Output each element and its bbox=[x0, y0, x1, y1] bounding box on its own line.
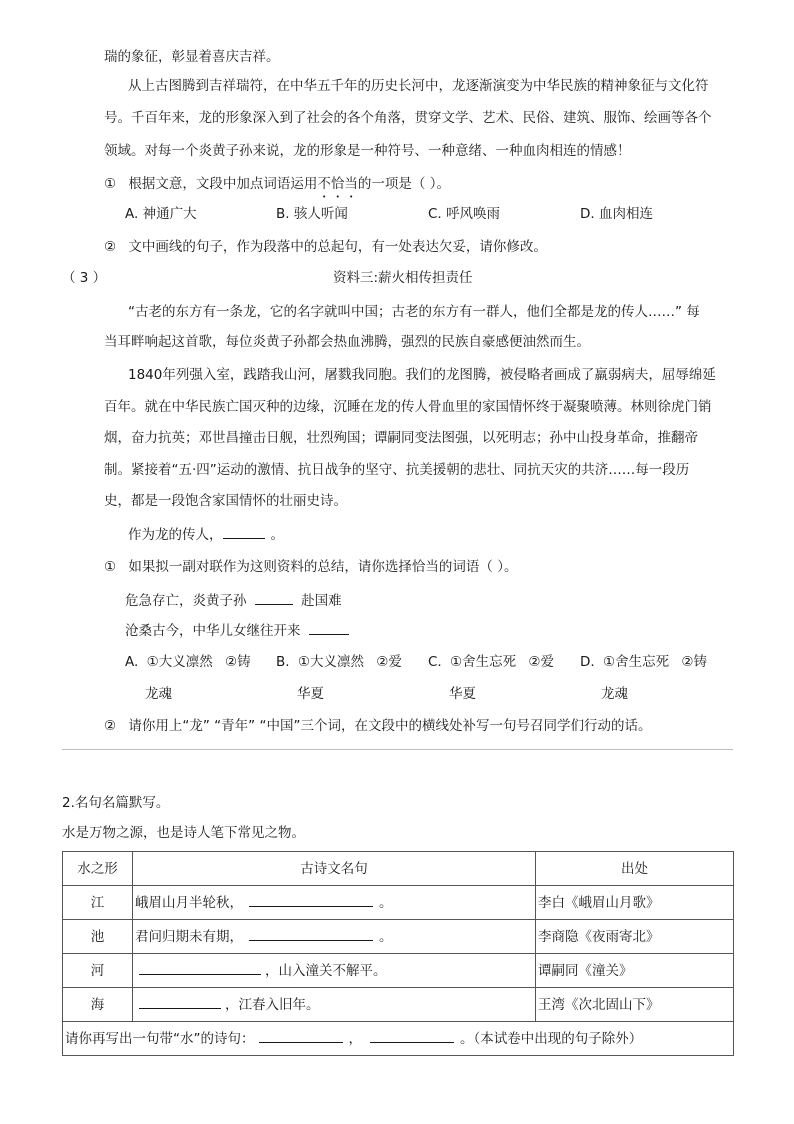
question-4 bbox=[104, 716, 651, 736]
water-form-cell: 江 bbox=[63, 886, 133, 920]
answer-blank[interactable] bbox=[370, 1028, 454, 1043]
water-form-cell: 海 bbox=[63, 988, 133, 1022]
text-line: 领域。对每一个炎黄子孙来说，龙的形象是一种符号、一种意绪、一种血肉相连的情感！ bbox=[104, 143, 631, 159]
footer-separator: ， bbox=[348, 1031, 362, 1047]
verse-cell bbox=[133, 886, 536, 920]
table-footer-row bbox=[63, 1022, 734, 1056]
answer-blank[interactable] bbox=[139, 960, 261, 975]
text-line: 从上古图腾到吉祥瑞符，在中华五千年的历史长河中，龙逐渐演变为中华民族的精神象征与文化符 bbox=[128, 78, 709, 94]
answer-blank[interactable] bbox=[309, 620, 349, 635]
text-line: 百年。就在中华民族亡国灭种的边缘，沉睡在龙的传人骨血里的家国情怀终于凝聚喷薄。林则徐虎门销 bbox=[104, 399, 712, 415]
verse-text-end: 。 bbox=[379, 929, 393, 945]
question-text: 请你用上“龙” “青年” “中国”三个词，在文段中的横线处补写一句号召同学们行动的话。 bbox=[128, 718, 652, 734]
table-row bbox=[63, 920, 734, 954]
couplet-line-1 bbox=[125, 590, 342, 611]
answer-blank[interactable] bbox=[249, 892, 373, 907]
answer-blank[interactable] bbox=[249, 926, 373, 941]
option-b bbox=[276, 652, 402, 672]
verse-cell bbox=[133, 988, 536, 1022]
dotted-char: 恰 bbox=[330, 176, 345, 192]
verse-text: ，江春入旧年。 bbox=[225, 997, 320, 1013]
text-line: 制。紧接着“五·四”运动的激情、抗日战争的坚守、抗美援朝的悲壮、同抗天灾的共济……每一段历 bbox=[104, 462, 690, 478]
verse-cell bbox=[133, 954, 536, 988]
verse-cell bbox=[133, 920, 536, 954]
option-c: C. 呼风唤雨 bbox=[428, 206, 501, 222]
answer-blank[interactable] bbox=[255, 590, 293, 605]
option-a: A. 神通广大 bbox=[125, 206, 197, 222]
question-number: ② bbox=[104, 239, 117, 255]
table-header-row bbox=[63, 852, 734, 886]
question-number: ① bbox=[104, 559, 117, 575]
option-word-2: ②铸 bbox=[225, 654, 251, 670]
question-2 bbox=[104, 237, 547, 257]
option-letter: B. bbox=[276, 654, 290, 670]
verse-text: ，山入潼关不解平。 bbox=[265, 963, 387, 979]
header-cell: 古诗文名句 bbox=[133, 852, 536, 886]
poem-table bbox=[62, 851, 734, 1056]
question-number: ② bbox=[104, 718, 117, 734]
section-title: 资料三:薪火相传担责任 bbox=[333, 270, 473, 286]
question-number: ① bbox=[104, 176, 117, 192]
verse-text-end: 。 bbox=[379, 895, 393, 911]
option-word-1: ①舍生忘死 bbox=[602, 654, 670, 670]
fill-line-text: 作为龙的传人， bbox=[128, 527, 223, 543]
text-line: 1840年列强入室，践踏我山河，屠戮我同胞。我们的龙图腾，被侵略者画成了羸弱病夫，屈辱绵延 bbox=[128, 367, 716, 383]
text-line: 号。千百年来，龙的形象深入到了社会的各个角落，贯穿文学、艺术、民俗、建筑、服饰、绘画等各个 bbox=[104, 110, 712, 126]
text-line: 当耳畔响起这首歌，每位炎黄子孙都会热血沸腾，强烈的民族自豪感便油然而生。 bbox=[104, 334, 590, 350]
couplet-text: 危急存亡，炎黄子孙 bbox=[125, 593, 247, 609]
header-cell: 出处 bbox=[536, 852, 734, 886]
option-d-word-3: 龙魂 bbox=[601, 686, 628, 702]
question-text: 文中画线的句子，作为段落中的总起句，有一处表达欠妥，请你修改。 bbox=[128, 239, 547, 255]
option-word-2: ②铸 bbox=[681, 654, 707, 670]
fill-line bbox=[128, 524, 284, 545]
option-d bbox=[580, 652, 707, 672]
question-1 bbox=[104, 174, 450, 194]
option-letter: A. bbox=[125, 654, 139, 670]
water-form-cell: 池 bbox=[63, 920, 133, 954]
couplet-line-2 bbox=[125, 620, 349, 641]
part-heading: 2.名句名篇默写。 bbox=[62, 795, 170, 811]
dotted-char: 当 bbox=[344, 176, 358, 192]
question-stem: 如果拟一副对联作为这则资料的总结，请你选择恰当的词语（ ）。 bbox=[128, 559, 518, 575]
text-line: 史，都是一段饱含家国情怀的壮丽史诗。 bbox=[104, 493, 347, 509]
option-a-word-3: 龙魂 bbox=[145, 686, 172, 702]
footer-cell bbox=[63, 1022, 734, 1056]
text-line: “古老的东方有一条龙，它的名字就叫中国；古老的东方有一群人，他们全都是龙的传人……” 每 bbox=[128, 304, 700, 320]
source-cell: 李白《峨眉山月歌》 bbox=[536, 886, 734, 920]
couplet-text: 沧桑古今，中华儿女继往开来 bbox=[125, 623, 301, 639]
text-line: 烟，奋力抗英；邓世昌撞击日舰，壮烈殉国；谭嗣同变法图强，以死明志；孙中山投身革命，推翻帝 bbox=[104, 430, 698, 446]
option-word-1: ①大义凛然 bbox=[146, 654, 213, 670]
option-c bbox=[428, 652, 554, 672]
answer-blank[interactable] bbox=[139, 994, 221, 1009]
option-letter: C. bbox=[428, 654, 442, 670]
question-3 bbox=[104, 557, 517, 577]
footer-text-end: 。（本试卷中出现的句子除外） bbox=[460, 1031, 643, 1047]
option-a bbox=[125, 652, 251, 672]
footer-text: 请你再写出一句带“水”的诗句： bbox=[65, 1031, 255, 1047]
answer-blank[interactable] bbox=[223, 524, 265, 539]
option-word-1: ①舍生忘死 bbox=[450, 654, 517, 670]
section-divider bbox=[62, 749, 733, 750]
water-form-cell: 河 bbox=[63, 954, 133, 988]
option-b: B. 骇人听闻 bbox=[276, 206, 348, 222]
source-cell: 李商隐《夜雨寄北》 bbox=[536, 920, 734, 954]
text-line: 瑞的象征，彰显着喜庆吉祥。 bbox=[104, 49, 280, 65]
verse-text: 峨眉山月半轮秋， bbox=[135, 895, 243, 911]
option-word-1: ①大义凛然 bbox=[297, 654, 364, 670]
verse-text: 君问归期未有期， bbox=[135, 929, 243, 945]
source-cell: 王湾《次北固山下》 bbox=[536, 988, 734, 1022]
question-stem: 根据文意，文段中加点词语运用 bbox=[128, 176, 318, 192]
question-stem-end: 的一项是（ ）。 bbox=[357, 176, 450, 192]
table-row bbox=[63, 886, 734, 920]
header-cell: 水之形 bbox=[63, 852, 133, 886]
option-c-word-3: 华夏 bbox=[449, 686, 476, 702]
fill-line-end: 。 bbox=[270, 527, 284, 543]
couplet-text-end: 赴国难 bbox=[301, 593, 342, 609]
option-word-2: ②爱 bbox=[376, 654, 402, 670]
part-intro: 水是万物之源，也是诗人笔下常见之物。 bbox=[62, 825, 305, 841]
option-b-word-3: 华夏 bbox=[297, 686, 324, 702]
table-row bbox=[63, 988, 734, 1022]
option-letter: D. bbox=[580, 654, 595, 670]
option-d: D. 血肉相连 bbox=[580, 206, 653, 222]
option-word-2: ②爱 bbox=[528, 654, 555, 670]
answer-blank[interactable] bbox=[259, 1028, 343, 1043]
section-label: （ 3 ） bbox=[62, 270, 107, 286]
table-row bbox=[63, 954, 734, 988]
source-cell: 谭嗣同《潼关》 bbox=[536, 954, 734, 988]
dotted-char: 不 bbox=[317, 176, 331, 192]
